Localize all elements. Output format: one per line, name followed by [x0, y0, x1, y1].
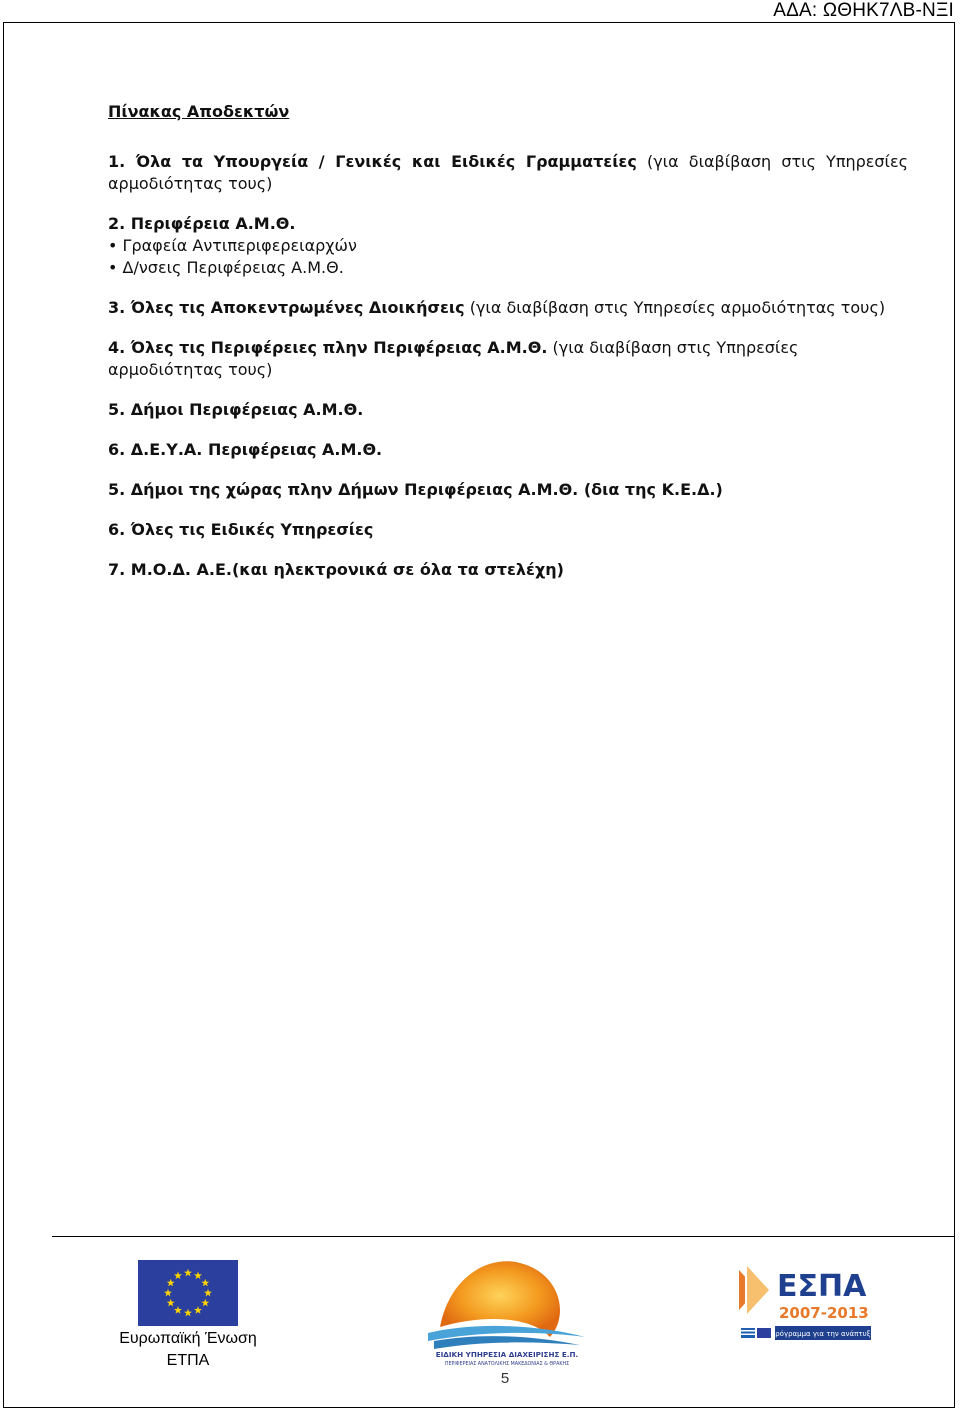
sun-logo-text-1: ΕΙΔΙΚΗ ΥΠΗΡΕΣΙΑ ΔΙΑΧΕΙΡΙΣΗΣ Ε.Π. — [435, 1350, 579, 1359]
item-2-bullet-1: • Γραφεία Αντιπεριφερειαρχών — [108, 236, 357, 255]
sun-logo-text-2: ΠΕΡΙΦΕΡΕΙΑΣ ΑΝΑΤΟΛΙΚΗΣ ΜΑΚΕΔΟΝΙΑΣ & ΘΡΑΚΗΣ — [444, 1362, 570, 1367]
greek-flag-icon — [741, 1328, 755, 1338]
recipient-item-2 — [108, 213, 908, 235]
recipient-item-1 — [108, 151, 908, 195]
espa-logo — [735, 1262, 875, 1350]
espa-slogan: πρόγραμμα για την ανάπτυξη — [771, 1330, 875, 1338]
recipient-item-5 — [108, 399, 908, 421]
item-2-bold: 2. Περιφέρεια Α.Μ.Θ. — [108, 214, 296, 233]
eu-flag-logo — [138, 1260, 238, 1326]
recipient-item-6b — [108, 519, 908, 541]
item-3-rest: (για διαβίβαση στις Υπηρεσίες αρμοδιότητας τους) — [464, 298, 886, 317]
eu-caption-line-2: ΕΤΠΑ — [166, 1352, 210, 1369]
recipient-item-4 — [108, 337, 908, 381]
eu-caption-line-1: Ευρωπαϊκή Ένωση — [119, 1330, 257, 1347]
item-3-bold: 3. Όλες τις Αποκεντρωμένες Διοικήσεις — [108, 298, 465, 317]
item-6b-text: 6. Όλες τις Ειδικές Υπηρεσίες — [108, 520, 374, 539]
item-1-bold: 1. Όλα τα Υπουργεία / Γενικές και Ειδικές Γραμματείες — [108, 152, 637, 171]
item-4-rest: (για διαβίβαση στις Υπηρεσίες αρμοδιότητας τους) — [108, 338, 799, 379]
recipient-item-5b — [108, 479, 908, 501]
sun-shape — [440, 1261, 560, 1337]
item-5b-text: 5. Δήμοι της χώρας πλην Δήμων Περιφέρειας Α.Μ.Θ. (δια της Κ.Ε.Δ.) — [108, 480, 723, 499]
eu-caption — [98, 1328, 278, 1372]
recipient-item-3 — [108, 297, 908, 319]
managing-authority-logo — [420, 1245, 595, 1367]
item-2-bullet-2: • Δ/νσεις Περιφέρειας Α.Μ.Θ. — [108, 258, 344, 277]
espa-years: 2007-2013 — [779, 1304, 869, 1322]
item-4-bold: 4. Όλες τις Περιφέρειες πλην Περιφέρειας Α.Μ.Θ. — [108, 338, 548, 357]
recipient-item-6 — [108, 439, 908, 461]
item-1-rest: (για διαβίβαση στις Υπηρεσίες αρμοδιότητας τους) — [108, 152, 909, 193]
eu-mini-flag-icon — [757, 1328, 771, 1338]
espa-chevron-2 — [747, 1266, 769, 1314]
sea-wave-2 — [434, 1336, 580, 1349]
ada-code: ΑΔΑ: ΩΘΗΚ7ΛΒ-ΝΞΙ — [773, 0, 954, 21]
recipients-title: Πίνακας Αποδεκτών — [108, 102, 290, 121]
item-5-text: 5. Δήμοι Περιφέρειας Α.Μ.Θ. — [108, 400, 364, 419]
footer-divider — [52, 1236, 955, 1237]
item-6-text: 6. Δ.Ε.Υ.Α. Περιφέρειας Α.Μ.Θ. — [108, 440, 383, 459]
espa-title: ΕΣΠΑ — [777, 1269, 867, 1304]
page-number: 5 — [500, 1370, 510, 1387]
document-body — [108, 101, 908, 599]
item-7-text: 7. Μ.Ο.Δ. Α.Ε.(και ηλεκτρονικά σε όλα τα στελέχη) — [108, 560, 564, 579]
recipient-item-7 — [108, 559, 908, 581]
